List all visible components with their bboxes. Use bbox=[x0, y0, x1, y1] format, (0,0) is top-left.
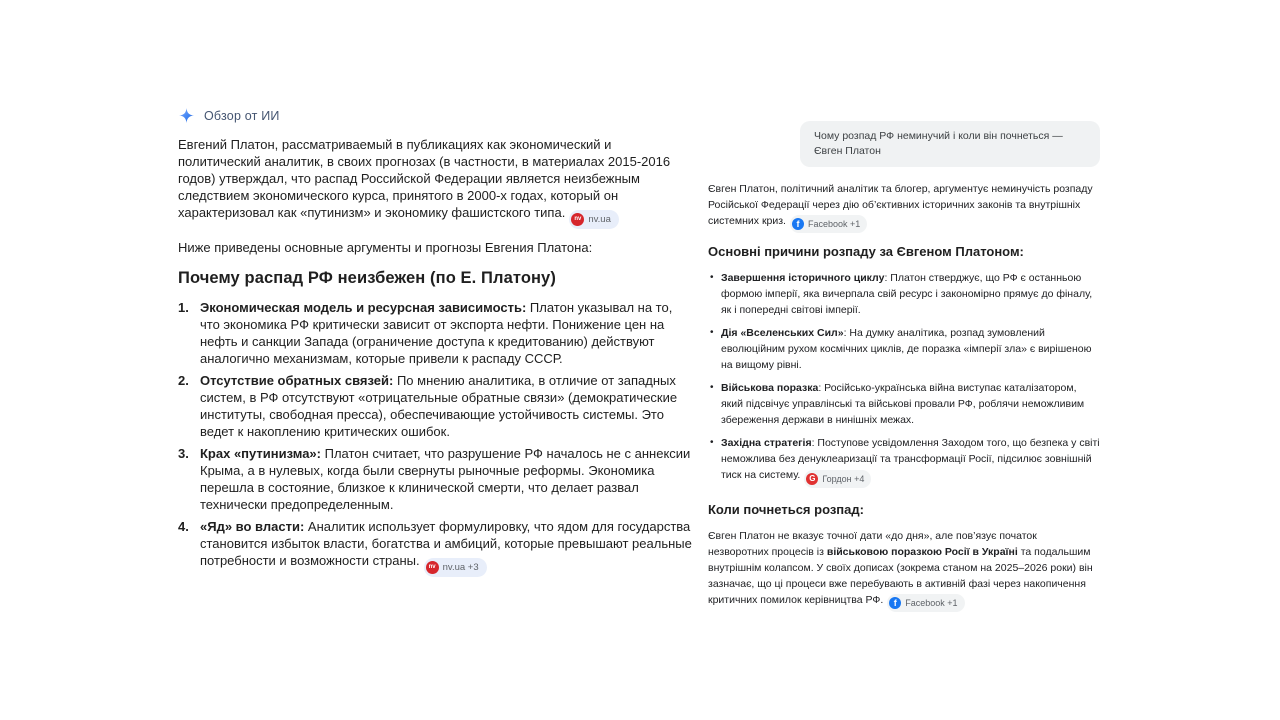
related-answer-panel bbox=[708, 121, 1100, 622]
ai-overview-label: Обзор от ИИ bbox=[204, 108, 280, 123]
list-item bbox=[178, 518, 695, 577]
bullet-dot: • bbox=[710, 272, 714, 283]
list-item-text: Платон считает, что разрушение РФ началось не с аннексии Крыма, а в нулевых, когда были свернуты рыночные реформы. Экономика перешла в состояние, близкое к клинической смерти, что делает развал технически предопределенным. bbox=[200, 446, 691, 512]
list-item-number: 1. bbox=[178, 300, 189, 315]
list-item-bold: Дія «Вселенських Сил» bbox=[721, 327, 844, 339]
arguments-list bbox=[178, 299, 695, 577]
ai-overview-header bbox=[178, 107, 695, 124]
list-item-text: По мнению аналитика, в отличие от западных систем, в РФ отсутствуют «отрицательные обратные связи» (демократические институты, свободная пресса), обеспечивающие устойчивость системы. Это ведет к накоплению критических ошибок. bbox=[200, 373, 678, 439]
list-item bbox=[178, 299, 695, 367]
related-question-text: Чому розпад РФ неминучий і коли він почнеться — Євген Платон bbox=[814, 130, 1063, 157]
nv-logo-icon: nv bbox=[426, 561, 439, 574]
source-chip-label: nv.ua bbox=[588, 214, 611, 225]
outro-text-after: та подальшим внутрішнім колапсом. У своїх дописах (зокрема станом на 2025–2026 роки) він зазначає, що ці процеси вже перебувають в активній фазі через накопичення критичних помилок керівництва РФ. bbox=[708, 546, 1093, 606]
bullet-dot: • bbox=[710, 327, 714, 338]
list-item-bold: Экономическая модель и ресурсная зависимость: bbox=[200, 300, 527, 315]
right-outro-paragraph bbox=[708, 528, 1100, 612]
list-item-bold: Завершення історичного циклу bbox=[721, 272, 885, 284]
gemini-sparkle-icon bbox=[178, 107, 195, 124]
list-item bbox=[708, 435, 1100, 488]
source-chip-label: Facebook +1 bbox=[807, 219, 861, 229]
list-item-text: Аналитик использует формулировку, что ядом для государства становится избыток власти, богатства и амбиций, которые превышают реальные потребности и возможности страны. bbox=[200, 519, 692, 568]
facebook-logo-icon: f bbox=[889, 597, 901, 609]
facebook-logo-icon: f bbox=[792, 218, 804, 230]
list-item-number: 2. bbox=[178, 373, 189, 388]
source-chip-label: Гордон +4 bbox=[822, 474, 865, 484]
list-item bbox=[708, 380, 1100, 428]
list-item-bold: Крах «путинизма»: bbox=[200, 446, 321, 461]
left-section-heading: Почему распад РФ неизбежен (по Е. Платону) bbox=[178, 269, 556, 287]
right-intro-paragraph bbox=[708, 181, 1100, 233]
list-item bbox=[708, 270, 1100, 318]
right-heading-when: Коли почнеться розпад: bbox=[708, 502, 864, 517]
list-item-text: Платон указывал на то, что экономика РФ критически зависит от экспорта нефти. Понижение цен на нефть и санкции Запада (ограничение доступа к кредитованию) действуют аналогично механизмам, которые привели к распаду СССР. bbox=[200, 300, 673, 366]
list-item-text: : Платон стверджує, що РФ є останньою формою імперії, яка вичерпала свій ресурс і закономірно прямує до фіналу, як і попередні світові імперії. bbox=[721, 272, 1093, 316]
causes-list bbox=[708, 270, 1100, 488]
right-intro-text: Євген Платон, політичний аналітик та блогер, аргументує неминучість розпаду Російської Федерації через дію об’єктивних історичних законів та внутрішніх системних криз. bbox=[708, 183, 1093, 227]
bullet-dot: • bbox=[710, 437, 714, 448]
source-chip-gordon[interactable] bbox=[804, 470, 871, 488]
list-item-number: 3. bbox=[178, 446, 189, 461]
intro-text: Евгений Платон, рассматриваемый в публикациях как экономический и политический аналитик, в своих прогнозах (в частности, в материалах 2015-2016 годов) утверждал, что распад Российской Федерации является неизбежным следствием экономического курса, принятого в 2000-х годах, который он характеризовал как «путинизм» и экономику фашистского типа. bbox=[178, 137, 671, 220]
list-item bbox=[178, 372, 695, 440]
list-item-bold: Отсутствие обратных связей: bbox=[200, 373, 394, 388]
related-question-bubble[interactable] bbox=[800, 121, 1100, 167]
outro-bold: військовою поразкою Росії в Україні bbox=[826, 546, 1018, 558]
source-chip-facebook[interactable] bbox=[790, 215, 867, 233]
source-chip-nvua[interactable] bbox=[569, 210, 619, 229]
bullet-dot: • bbox=[710, 382, 714, 393]
source-chip-facebook-2[interactable] bbox=[887, 594, 964, 612]
source-chip-label: Facebook +1 bbox=[905, 598, 958, 608]
outro-text-before: Євген Платон не вказує точної дати «до дня», але пов’язує початок незворотних процесів із bbox=[708, 530, 1037, 558]
source-chip-nvua-more[interactable] bbox=[424, 558, 487, 577]
list-item bbox=[178, 445, 695, 513]
list-item-text: : Поступове усвідомлення Заходом того, що безпека у світі неможлива без денуклеаризації та трансформації Росії, підсилює зовнішній тиск на систему. bbox=[721, 437, 1100, 481]
nv-logo-icon: nv bbox=[571, 213, 584, 226]
list-item-text: : На думку аналітика, розпад зумовлений еволюційним рухом космічних циклів, де поразка «імперії зла» є вирішеною на вищому рівні. bbox=[721, 327, 1092, 371]
intro-paragraph bbox=[178, 136, 695, 229]
right-heading-causes: Основні причини розпаду за Євгеном Платоном: bbox=[708, 244, 1024, 259]
list-item-bold: «Яд» во власти: bbox=[200, 519, 305, 534]
list-item-bold: Військова поразка bbox=[721, 382, 819, 394]
list-item-bold: Західна стратегія bbox=[721, 437, 812, 449]
lead-in-text: Ниже приведены основные аргументы и прогнозы Евгения Платона: bbox=[178, 240, 593, 255]
ai-overview-panel bbox=[178, 107, 695, 582]
list-item-text: : Російсько-українська війна виступає каталізатором, який підсвічує управлінські та військові провали РФ, роблячи неможливим збереження держави в нинішніх межах. bbox=[721, 382, 1085, 426]
source-chip-label: nv.ua +3 bbox=[442, 562, 479, 573]
list-item-number: 4. bbox=[178, 519, 189, 534]
gordon-logo-icon: G bbox=[806, 473, 818, 485]
list-item bbox=[708, 325, 1100, 373]
